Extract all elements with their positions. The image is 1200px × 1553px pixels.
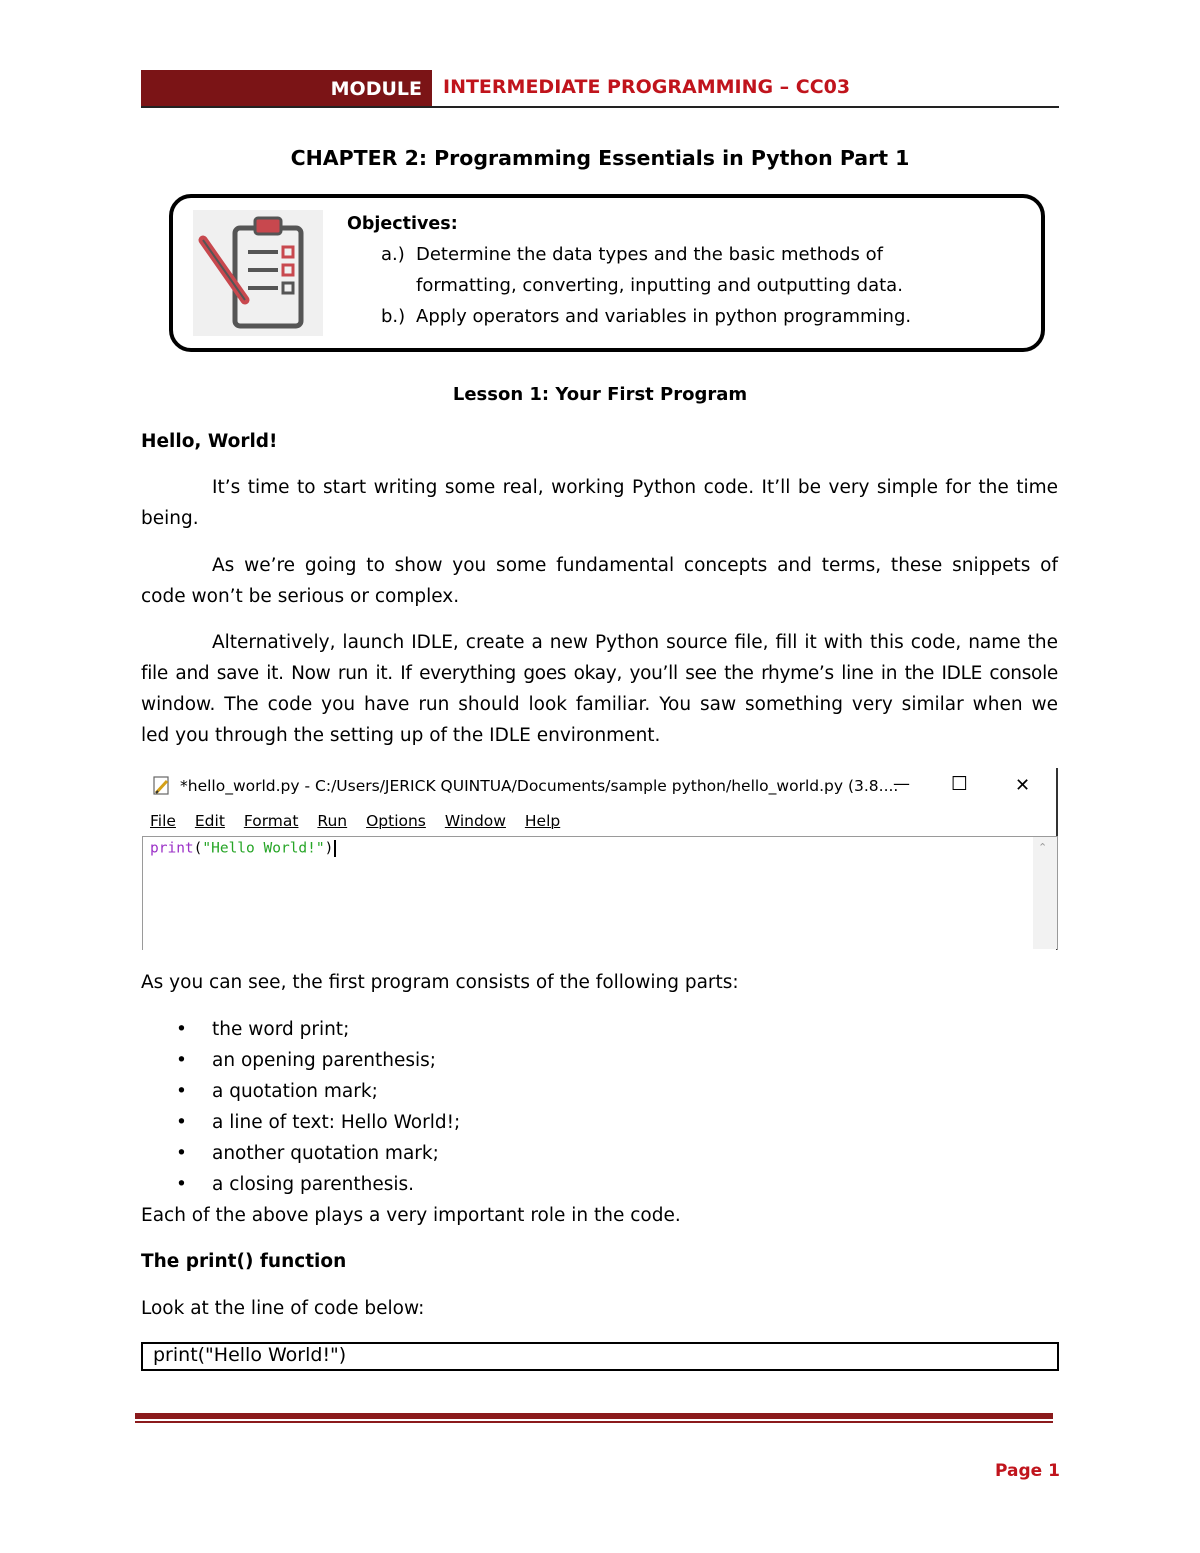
parts-summary: Each of the above plays a very important role in the code. xyxy=(141,1205,681,1226)
footer-rule-thick xyxy=(135,1413,1053,1419)
paragraph-1-line-2: being. xyxy=(141,508,199,529)
menu-format[interactable]: Format xyxy=(243,812,299,830)
paragraph-3-line-1: Alternatively, launch IDLE, create a new Python source file, fill it with this code, name the xyxy=(212,632,1058,653)
code-string: "Hello World!" xyxy=(202,840,325,857)
paragraph-3-line-2: file and save it. Now run it. If everything goes okay, you’ll see the rhyme’s line in the IDLE console xyxy=(141,663,1058,684)
list-item-text: the word print; xyxy=(212,1019,350,1040)
list-item-text: a quotation mark; xyxy=(212,1081,378,1102)
idle-code-line xyxy=(150,840,336,857)
objectives-heading: Objectives: xyxy=(347,214,458,234)
list-item: • a closing parenthesis. xyxy=(176,1174,415,1195)
menu-window[interactable]: Window xyxy=(444,812,506,830)
course-title: INTERMEDIATE PROGRAMMING – CC03 xyxy=(443,76,851,98)
list-item-text: an opening parenthesis; xyxy=(212,1050,436,1071)
menu-options[interactable]: Options xyxy=(366,812,426,830)
list-item: • another quotation mark; xyxy=(176,1143,439,1164)
maximize-button[interactable]: ☐ xyxy=(951,773,969,795)
code-box-text: print("Hello World!") xyxy=(153,1344,347,1366)
code-open-paren: ( xyxy=(193,840,203,857)
objective-b-line1: Apply operators and variables in python programming. xyxy=(416,306,912,327)
paragraph-2-line-2: code won’t be serious or complex. xyxy=(141,586,460,607)
chapter-title: CHAPTER 2: Programming Essentials in Python Part 1 xyxy=(290,146,910,170)
close-button[interactable]: ✕ xyxy=(1015,775,1031,796)
objective-b-marker: b.) xyxy=(381,306,406,327)
list-item-text: a closing parenthesis. xyxy=(212,1174,415,1195)
code-function-name: print xyxy=(150,840,194,857)
menu-edit[interactable]: Edit xyxy=(194,812,225,830)
scroll-up-icon[interactable]: ⌃ xyxy=(1038,841,1048,854)
module-label: MODULE xyxy=(141,70,432,107)
section-heading-hello: Hello, World! xyxy=(141,431,278,452)
objective-a-marker: a.) xyxy=(381,244,405,265)
minimize-button[interactable]: — xyxy=(893,774,910,794)
list-item: • the word print; xyxy=(176,1019,350,1040)
checklist-icon xyxy=(193,210,323,336)
text-cursor xyxy=(334,840,336,857)
header-rule xyxy=(141,106,1059,108)
list-item-text: another quotation mark; xyxy=(212,1143,439,1164)
objective-a-line1: Determine the data types and the basic methods of xyxy=(416,244,883,265)
menu-help[interactable]: Help xyxy=(524,812,561,830)
footer-rule-thin xyxy=(135,1421,1053,1423)
paragraph-2-line-1: As we’re going to show you some fundamental concepts and terms, these snippets of xyxy=(212,555,1058,576)
code-close-paren: ) xyxy=(324,840,334,857)
look-text: Look at the line of code below: xyxy=(141,1298,425,1319)
idle-window-title: *hello_world.py - C:/Users/JERICK QUINTUA/Documents/sample python/hello_world.py (3.8.... xyxy=(180,777,899,795)
list-item: • a quotation mark; xyxy=(176,1081,378,1102)
paragraph-3-line-3: window. The code you have run should look familiar. You saw something very similar when we xyxy=(141,694,1058,715)
objective-a-line2: formatting, converting, inputting and outputting data. xyxy=(416,275,903,296)
idle-menubar xyxy=(150,812,574,830)
parts-intro: As you can see, the first program consists of the following parts: xyxy=(141,972,739,993)
paragraph-1-line-1: It’s time to start writing some real, working Python code. It’ll be very simple for the time xyxy=(212,477,1058,498)
menu-run[interactable]: Run xyxy=(317,812,348,830)
section-heading-print: The print() function xyxy=(141,1251,347,1272)
menu-file[interactable]: File xyxy=(150,812,176,830)
paragraph-3-line-4: led you through the setting up of the IDLE environment. xyxy=(141,725,661,746)
idle-app-icon xyxy=(152,776,172,796)
list-item-text: a line of text: Hello World!; xyxy=(212,1112,461,1133)
editor-scrollbar[interactable] xyxy=(1033,837,1057,949)
list-item: • an opening parenthesis; xyxy=(176,1050,436,1071)
lesson-title: Lesson 1: Your First Program xyxy=(452,384,748,405)
page-number: Page 1 xyxy=(995,1461,1060,1481)
list-item: • a line of text: Hello World!; xyxy=(176,1112,461,1133)
